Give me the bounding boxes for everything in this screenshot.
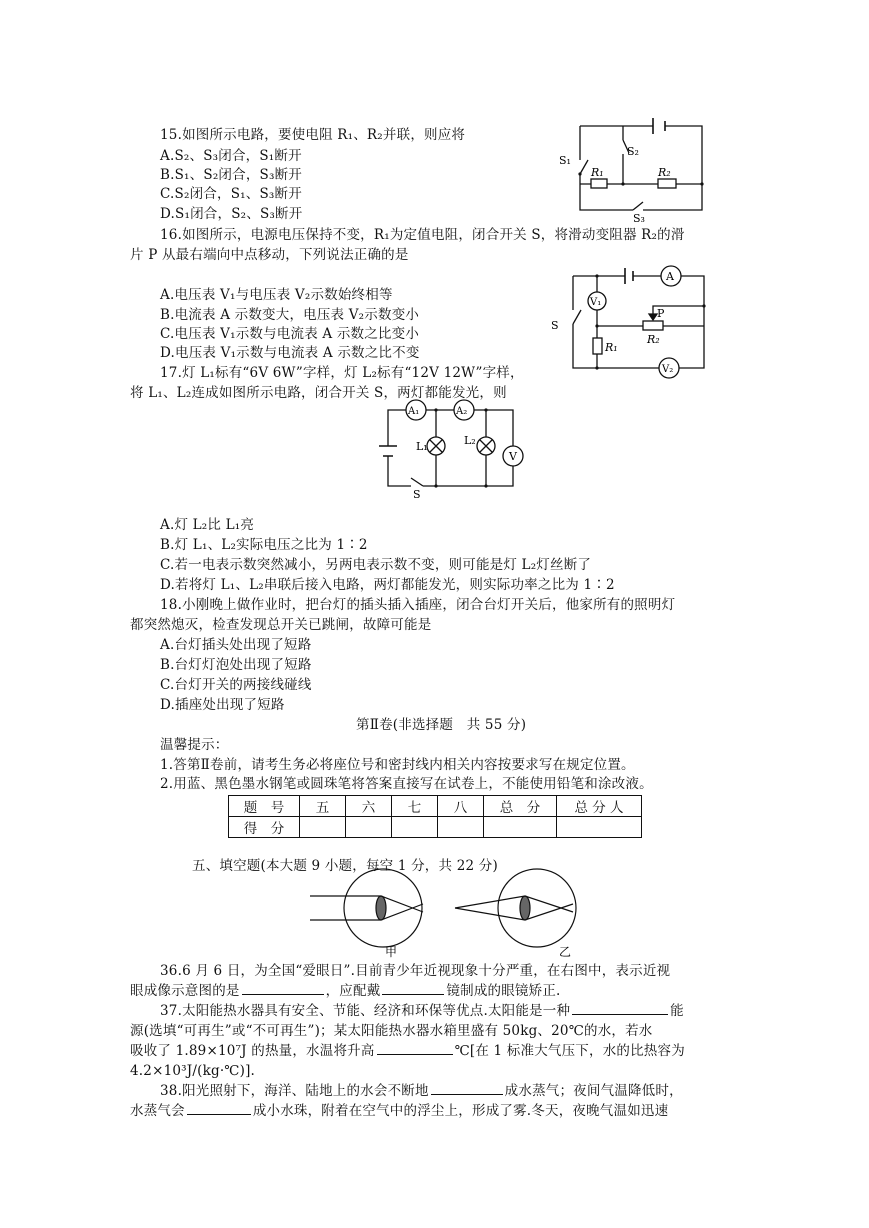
q37-text: 37.太阳能热水器具有安全、节能、经济和环保等优点.太阳能是一种 <box>160 1003 571 1019</box>
q36-blank-1[interactable] <box>242 982 324 995</box>
q38-blank-2[interactable] <box>187 1102 251 1115</box>
q37-blank-2[interactable] <box>377 1042 453 1055</box>
q18-option-d: D.插座处出现了短路 <box>160 697 285 713</box>
q38-line1 <box>160 1082 683 1101</box>
score-cell: 总 分 人 <box>557 796 642 817</box>
q15-option-c: C.S₂闭合，S₁、S₃断开 <box>160 186 302 202</box>
q17-label-l2: L₂ <box>464 434 476 447</box>
q17-label-s: S <box>413 488 421 501</box>
score-input-cell[interactable] <box>438 817 484 838</box>
q38-blank-1[interactable] <box>431 1082 503 1095</box>
q16-stem-line2: 片 P 从最右端向中点移动，下列说法正确的是 <box>130 247 409 263</box>
q16-option-b: B.电流表 A 示数变大，电压表 V₂示数变小 <box>160 307 420 323</box>
q16-stem-line1: 16.如图所示，电源电压保持不变，R₁为定值电阻，闭合开关 S，将滑动变阻器 R₂的滑 <box>160 227 685 243</box>
section5-title: 五、填空题(本大题 9 小题，每空 1 分，共 22 分) <box>192 858 498 874</box>
q16-label-v2: V₂ <box>662 364 674 375</box>
q37-line2: 源(选填“可再生”或“不可再生”)；某太阳能热水器水箱里盛有 50kg、20℃的水，若水 <box>130 1023 653 1039</box>
score-cell: 五 <box>300 796 346 817</box>
q17-option-b: B.灯 L₁、L₂实际电压之比为 1∶2 <box>160 537 368 553</box>
q17-label-l1: L₁ <box>416 440 428 453</box>
q17-label-a2: A₂ <box>456 406 468 417</box>
q37-line4: 4.2×10³J/(kg·℃)]. <box>130 1063 256 1079</box>
q16-option-c: C.电压表 V₁示数与电流表 A 示数之比变小 <box>160 326 420 342</box>
q37-line3 <box>130 1042 685 1061</box>
score-cell: 得 分 <box>229 817 300 838</box>
score-input-cell[interactable] <box>484 817 557 838</box>
q17-option-d: D.若将灯 L₁、L₂串联后接入电路，两灯都能发光，则实际功率之比为 1∶2 <box>160 577 615 593</box>
q38-text: 成水蒸气；夜间气温降低时， <box>504 1083 683 1099</box>
score-cell: 八 <box>438 796 484 817</box>
score-cell: 总 分 <box>484 796 557 817</box>
score-table <box>228 795 642 838</box>
q16-circuit-diagram <box>545 262 715 380</box>
q38-text: 成小水珠，附着在空气中的浮尘上，形成了雾.冬天，夜晚气温如迅速 <box>252 1103 669 1119</box>
q37-text: ℃[在 1 标准大气压下，水的比热容为 <box>454 1043 685 1059</box>
q37-blank-1[interactable] <box>572 1002 668 1015</box>
q17-option-a: A.灯 L₂比 L₁亮 <box>160 517 255 533</box>
score-cell: 题 号 <box>229 796 300 817</box>
score-table-score-row <box>229 817 642 838</box>
score-cell: 七 <box>392 796 438 817</box>
q17-label-a1: A₁ <box>408 406 420 417</box>
eye-label-yi: 乙 <box>559 945 572 959</box>
q37-text: 能 <box>670 1003 684 1019</box>
part2-title: 第Ⅱ卷(非选择题 共 55 分) <box>356 717 527 733</box>
eye-label-jia: 甲 <box>385 945 398 959</box>
q36-line2 <box>130 982 561 1001</box>
q38-text: 38.阳光照射下，海洋、陆地上的水会不断地 <box>160 1083 429 1099</box>
q16-label-ammeter: A <box>666 270 674 283</box>
q18-stem-line2: 都突然熄灭，检查发现总开关已跳闸，故障可能是 <box>130 617 432 633</box>
q36-text: 镜制成的眼镜矫正. <box>446 983 561 999</box>
q16-label-p: P <box>657 307 665 320</box>
q17-circuit-diagram <box>378 400 528 500</box>
q36-text: ，应配戴 <box>325 983 381 999</box>
q15-stem: 15.如图所示电路，要使电阻 R₁、R₂并联，则应将 <box>160 127 466 143</box>
q15-option-d: D.S₁闭合，S₂、S₃断开 <box>160 206 303 222</box>
score-input-cell[interactable] <box>346 817 392 838</box>
q16-option-a: A.电压表 V₁与电压表 V₂示数始终相等 <box>160 287 393 303</box>
q15-label-s2: S₂ <box>627 145 639 158</box>
q15-label-s3: S₃ <box>633 212 645 225</box>
q16-label-r2: R₂ <box>647 333 660 346</box>
q36-blank-2[interactable] <box>382 982 444 995</box>
eye-diagram <box>305 868 595 960</box>
tips-title: 温馨提示： <box>160 737 229 753</box>
q38-text: 水蒸气会 <box>130 1103 185 1119</box>
q18-option-b: B.台灯灯泡处出现了短路 <box>160 657 312 673</box>
score-input-cell[interactable] <box>557 817 642 838</box>
q16-label-s: S <box>551 319 559 332</box>
q18-option-c: C.台灯开关的两接线碰线 <box>160 677 312 693</box>
q18-option-a: A.台灯插头处出现了短路 <box>160 637 312 653</box>
q17-label-v: V <box>509 450 517 463</box>
q18-stem-line1: 18.小刚晚上做作业时，把台灯的插头插入插座，闭合台灯开关后，他家所有的照明灯 <box>160 597 676 613</box>
q17-stem-line2: 将 L₁、L₂连成如图所示电路，闭合开关 S，两灯都能发光，则 <box>130 385 507 401</box>
q16-label-r1: R₁ <box>605 341 618 354</box>
q36-text: 眼成像示意图的是 <box>130 983 240 999</box>
score-table-header-row <box>229 796 642 817</box>
q16-option-d: D.电压表 V₁示数与电流表 A 示数之比不变 <box>160 345 420 361</box>
q37-line1 <box>160 1002 684 1021</box>
q15-option-a: A.S₂、S₃闭合，S₁断开 <box>160 148 302 164</box>
q17-option-c: C.若一电表示数突然减小，另两电表示数不变，则可能是灯 L₂灯丝断了 <box>160 557 592 573</box>
tip-1: 1.答第Ⅱ卷前，请考生务必将座位号和密封线内相关内容按要求写在规定位置。 <box>160 757 635 773</box>
q37-text: 吸收了 1.89×10⁷J 的热量，水温将升高 <box>130 1043 375 1059</box>
score-input-cell[interactable] <box>300 817 346 838</box>
q15-label-s1: S₁ <box>559 154 571 167</box>
tip-2: 2.用蓝、黑色墨水钢笔或圆珠笔将答案直接写在试卷上，不能使用铅笔和涂改液。 <box>160 776 653 792</box>
q15-circuit-diagram <box>555 110 715 225</box>
q17-stem-line1: 17.灯 L₁标有“6V 6W”字样，灯 L₂标有“12V 12W”字样， <box>160 365 524 381</box>
q15-label-r2: R₂ <box>658 166 671 179</box>
score-input-cell[interactable] <box>392 817 438 838</box>
q15-option-b: B.S₁、S₂闭合，S₃断开 <box>160 167 302 183</box>
q15-label-r1: R₁ <box>591 166 604 179</box>
q16-label-v1: V₁ <box>590 297 602 308</box>
score-cell: 六 <box>346 796 392 817</box>
q38-line2 <box>130 1102 668 1121</box>
q36-line1: 36.6 月 6 日，为全国“爱眼日”.目前青少年近视现象十分严重，在右图中，表示近视 <box>160 963 671 979</box>
